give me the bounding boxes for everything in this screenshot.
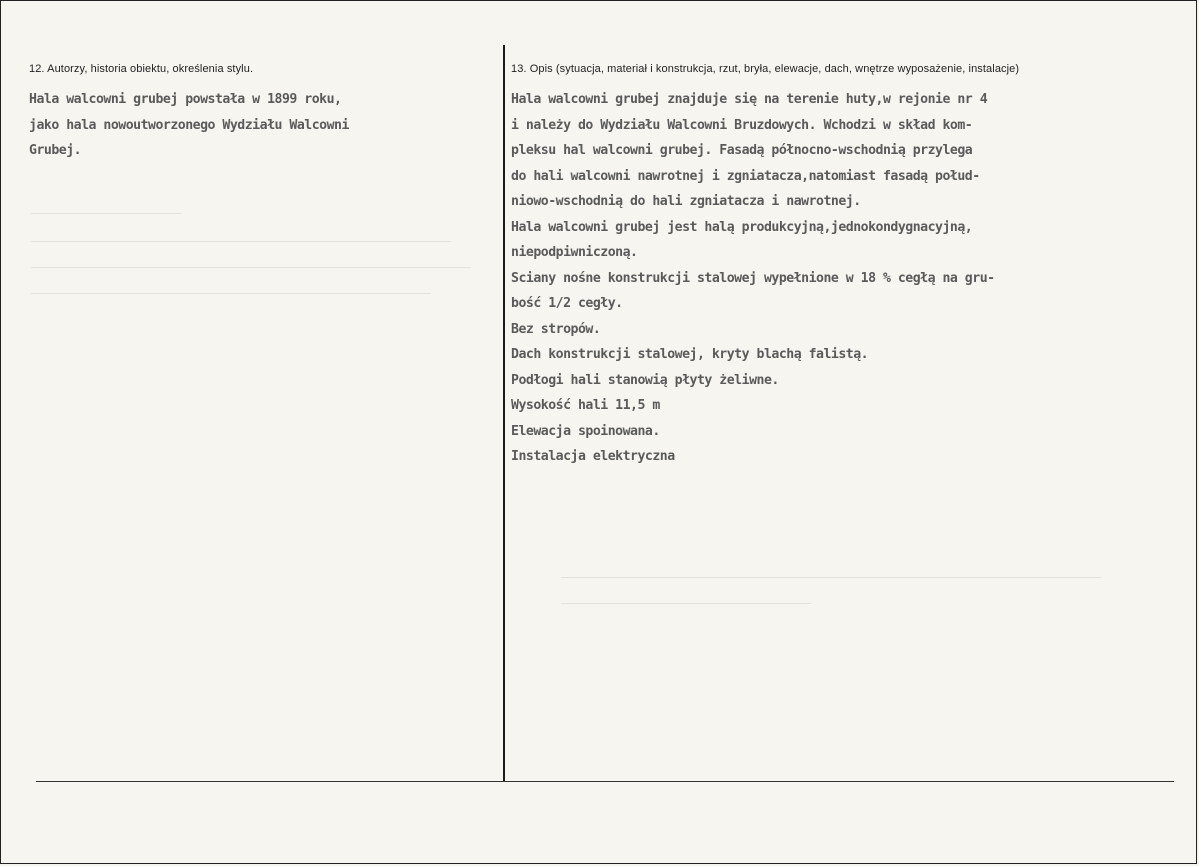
show-through-mark bbox=[31, 267, 471, 268]
section-13-line: Elewacja spoinowana. bbox=[511, 423, 660, 439]
show-through-mark bbox=[561, 577, 1101, 578]
show-through-mark bbox=[561, 603, 811, 604]
section-13-line: niepodpiwniczoną. bbox=[511, 245, 638, 260]
section-13-line: pleksu hal walcowni grubej. Fasadą północno-wschodnią przylega bbox=[511, 143, 973, 158]
section-13-line: Hala walcowni grubej jest halą produkcyjną,jednokondygnacyjną, bbox=[511, 219, 973, 235]
section-13-text bbox=[511, 87, 995, 470]
section-13-line: Podłogi hali stanowią płyty żeliwne. bbox=[511, 372, 779, 388]
show-through-mark bbox=[31, 241, 451, 242]
section-12-heading: 12. Autorzy, historia obiektu, określenia stylu. bbox=[29, 63, 254, 75]
show-through-mark bbox=[31, 293, 431, 294]
section-13-line: Sciany nośne konstrukcji stalowej wypełnione w 18 % cegłą na gru- bbox=[511, 270, 995, 286]
bottom-rule bbox=[36, 781, 1174, 782]
section-13-line: niowo-wschodnią do hali zgniatacza i nawrotnej. bbox=[511, 194, 861, 209]
section-13-line: do hali walcowni nawrotnej i zgniatacza,natomiast fasadą połud- bbox=[511, 168, 980, 184]
section-13-line: Hala walcowni grubej znajduje się na terenie huty,w rejonie nr 4 bbox=[511, 92, 988, 107]
section-13-line: i należy do Wydziału Walcowni Bruzdowych. Wchodzi w skład kom- bbox=[511, 117, 973, 133]
section-12-line: Grubej. bbox=[29, 143, 82, 158]
show-through-mark bbox=[31, 213, 181, 214]
section-13-line: Dach konstrukcji stalowej, kryty blachą falistą. bbox=[511, 347, 869, 362]
section-13-line: Wysokość hali 11,5 m bbox=[511, 398, 660, 413]
section-12-line: jako hala nowoutworzonego Wydziału Walcowni bbox=[29, 117, 349, 133]
column-divider bbox=[503, 45, 505, 781]
section-12-text bbox=[29, 87, 349, 164]
section-12-line: Hala walcowni grubej powstała w 1899 roku, bbox=[29, 92, 342, 107]
section-13-line: Bez stropów. bbox=[511, 321, 601, 337]
section-13-line: bość 1/2 cegły. bbox=[511, 296, 623, 311]
section-13-line: Instalacja elektryczna bbox=[511, 449, 675, 464]
section-13-heading: 13. Opis (sytuacja, materiał i konstrukcja, rzut, bryła, elewacje, dach, wnętrze wyposażenie, instalacje) bbox=[511, 63, 1020, 75]
